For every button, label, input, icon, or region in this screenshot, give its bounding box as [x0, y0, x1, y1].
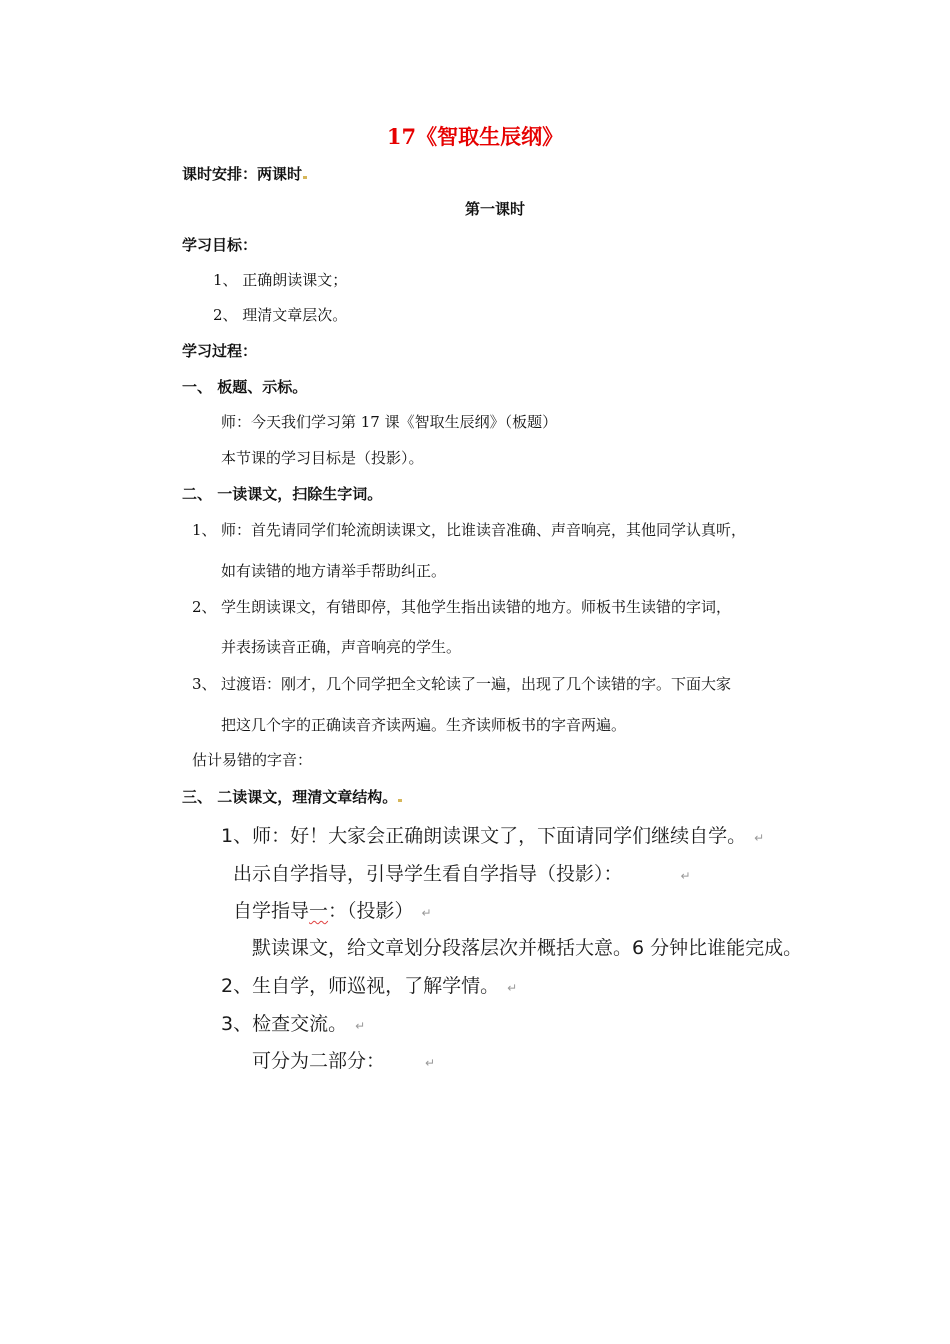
section1-line-1: 师：今天我们学习第 17 课《智取生辰纲》（板题）	[221, 413, 558, 431]
edit-mark	[303, 176, 307, 179]
return-mark-icon: ↵	[355, 1019, 366, 1033]
section2-item-2-number: 2、	[192, 598, 217, 616]
return-mark-icon: ↵	[425, 1056, 436, 1070]
section1-heading: 一、 板题、示标。	[182, 378, 308, 396]
goal-item-1: 1、 正确朗读课文；	[213, 271, 348, 289]
section3-line-6-text: 3、检查交流。	[221, 1013, 348, 1035]
schedule-line	[182, 164, 307, 184]
section2-item-2-line1: 学生朗读课文，有错即停，其他学生指出读错的地方。师板书生读错的字词，	[221, 598, 732, 616]
page-title: 17《智取生辰纲》	[386, 124, 564, 149]
section3-line-6	[221, 1011, 365, 1039]
return-mark-icon: ↵	[421, 906, 432, 920]
edit-mark	[398, 799, 402, 802]
section2-item-3-line2: 把这几个字的正确读音齐读两遍。生齐读师板书的字音两遍。	[221, 716, 627, 734]
section2-item-3-line1: 过渡语：刚才，几个同学把全文轮读了一遍，出现了几个读错的字。下面大家	[221, 675, 732, 693]
section3-line-1	[221, 823, 764, 851]
section3-line-5	[221, 973, 517, 1001]
return-mark-icon: ↵	[680, 869, 691, 883]
section2-item-1-line2: 如有读错的地方请举手帮助纠正。	[221, 562, 447, 580]
section3-line-4: 默读课文，给文章划分段落层次并概括大意。6 分钟比谁能完成。	[252, 937, 803, 959]
goal-item-2: 2、 理清文章层次。	[213, 306, 348, 324]
section1-line-2: 本节课的学习目标是（投影）。	[221, 449, 424, 467]
section3-line-5-text: 2、生自学，师巡视，了解学情。	[221, 975, 500, 997]
section3-line-3	[233, 898, 432, 926]
return-mark-icon: ↵	[507, 981, 518, 995]
schedule-text: 课时安排：两课时	[182, 165, 303, 183]
section3-line-1-text: 1、师：好！大家会正确朗读课文了，下面请同学们继续自学。	[221, 825, 747, 847]
section2-estimate: 估计易错的字音：	[192, 751, 313, 769]
section2-item-2-line2: 并表扬读音正确，声音响亮的学生。	[221, 638, 462, 656]
section3-heading: 三、 二读课文，理清文章结构。	[182, 788, 398, 806]
section3-line-2-text: 出示自学指导，引导学生看自学指导（投影）：	[233, 863, 623, 885]
section2-item-1-line1: 师：首先请同学们轮流朗读课文，比谁读音准确、声音响亮，其他同学认真听，	[221, 521, 747, 539]
goals-label: 学习目标：	[182, 236, 258, 254]
lesson-heading: 第一课时	[464, 200, 525, 218]
process-label: 学习过程：	[182, 342, 258, 360]
section2-item-1-number: 1、	[192, 521, 217, 539]
section3-heading-line	[182, 787, 402, 807]
self-study-guide-suffix: ：（投影）	[328, 900, 414, 922]
section3-line-2	[233, 861, 691, 889]
self-study-guide-label: 自学指导	[233, 900, 310, 922]
self-study-guide-number: 一	[309, 900, 329, 922]
section3-line-7-text: 可分为二部分：	[252, 1050, 386, 1072]
section2-heading: 二、 一读课文，扫除生字词。	[182, 485, 383, 503]
section2-item-3-number: 3、	[192, 675, 217, 693]
section3-line-7	[252, 1048, 435, 1076]
return-mark-icon: ↵	[754, 831, 765, 845]
